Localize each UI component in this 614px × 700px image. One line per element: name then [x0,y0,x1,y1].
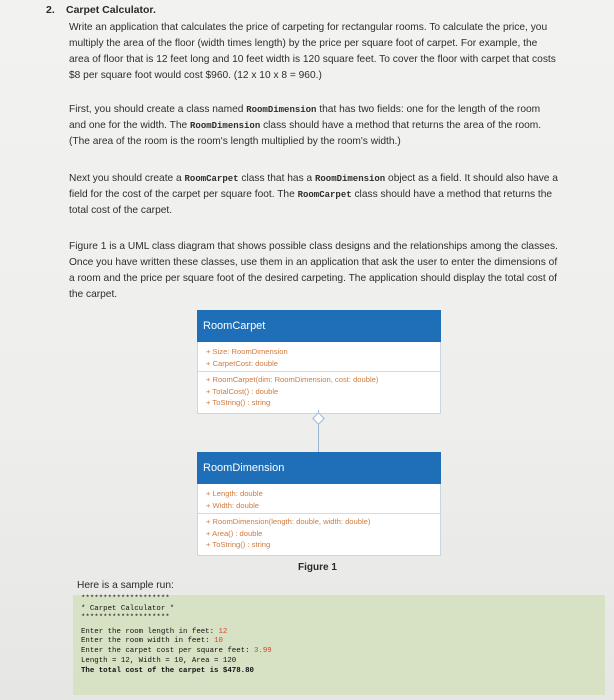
console-length-prompt: Enter the room length in feet: [81,628,219,636]
console-output [73,595,605,695]
console-stars-bottom: ******************** [81,614,170,622]
console-length-value: 12 [218,628,228,636]
p3-code-2: RoomDimension [315,174,386,184]
uml-field: + Length: double [206,489,263,498]
uml-method: + ToString() : string [206,398,271,407]
console-width-line [81,637,223,645]
console-banner: * Carpet Calculator * [81,605,175,613]
p2-code-1: RoomDimension [246,105,317,115]
paragraph-intro-text: Write an application that calculates the price of carpeting for rectangular rooms. To calculate the price, you multiply the area of the floor (width times length) by the price per square foot of carpet. For example, the area of floor that is 12 feet long and 10 feet width is 120 square feet. To cover the floor with carpet that costs $8 per square foot would cost $960. (12 x 10 x 8 = 960.) [69,22,556,81]
figure-caption: Figure 1 [298,562,337,573]
p3-code-1: RoomCarpet [184,174,239,184]
uml-divider [198,371,440,372]
console-summary: Length = 12, Width = 10, Area = 120 [81,657,237,665]
console-cost-value: 3.99 [253,647,272,655]
p3-text-c: object as a field. It should also have a field for the cost of the carpet per square foot. The [69,173,558,200]
uml-class-body [197,342,441,414]
console-length-line [81,628,227,636]
console-cost-line [81,647,272,655]
p2-text-a: First, you should create a class named [69,104,247,115]
paragraph-room-dimension [69,102,559,150]
p2-text-c: class should have a method that returns the area of the room. (The area of the room is the room's length multiplied by the room's width.) [69,120,542,147]
p2-code-2: RoomDimension [190,121,261,131]
uml-aggregation-diamond-icon [312,412,325,425]
p3-text-a: Next you should create a [69,173,185,184]
uml-class-body [197,484,441,556]
p3-code-3: RoomCarpet [297,190,352,200]
console-stars-top: ******************** [81,595,170,603]
sample-run-label: Here is a sample run: [77,580,174,591]
uml-class-name: RoomCarpet [197,310,441,342]
console-total: The total cost of the carpet is $478.80 [81,667,254,675]
question-title: Carpet Calculator. [66,4,156,16]
paragraph-uml-description: Figure 1 is a UML class diagram that shows possible class designs and the relationships among the classes. Once you have written these classes, use them in an application that ask the user to enter the dimensions of a room and the price per square foot of the desired carpeting. The application should display the total cost of the carpet. [69,241,558,300]
uml-method: + RoomCarpet(dim: RoomDimension, cost: double) [206,375,379,384]
uml-class-name: RoomDimension [197,452,441,484]
uml-method: + Area() : double [206,528,263,538]
uml-divider [198,513,440,514]
uml-method: + ToString() : string [206,540,271,549]
uml-field: + CarpetCost: double [206,358,278,368]
console-width-value: 10 [214,637,223,645]
console-width-prompt: Enter the room width in feet: [81,637,215,645]
p3-text-d: class should have a method that returns the total cost of the carpet. [69,189,553,216]
p2-text-b: that has two fields: one for the length of the room and one for the width. The [69,104,541,131]
paragraph-room-carpet [69,171,559,219]
uml-field: + Size: RoomDimension [206,347,288,356]
paragraph-intro [69,14,559,84]
uml-class-room-dimension [197,452,441,556]
uml-method: + RoomDimension(length: double, width: double) [206,517,371,526]
uml-method: + TotalCost() : double [206,386,279,396]
console-cost-prompt: Enter the carpet cost per square feet: [81,647,254,655]
p3-text-b: class that has a [238,173,315,184]
uml-class-room-carpet [197,310,441,414]
question-number: 2. [46,4,55,16]
uml-field: + Width: double [206,500,259,510]
